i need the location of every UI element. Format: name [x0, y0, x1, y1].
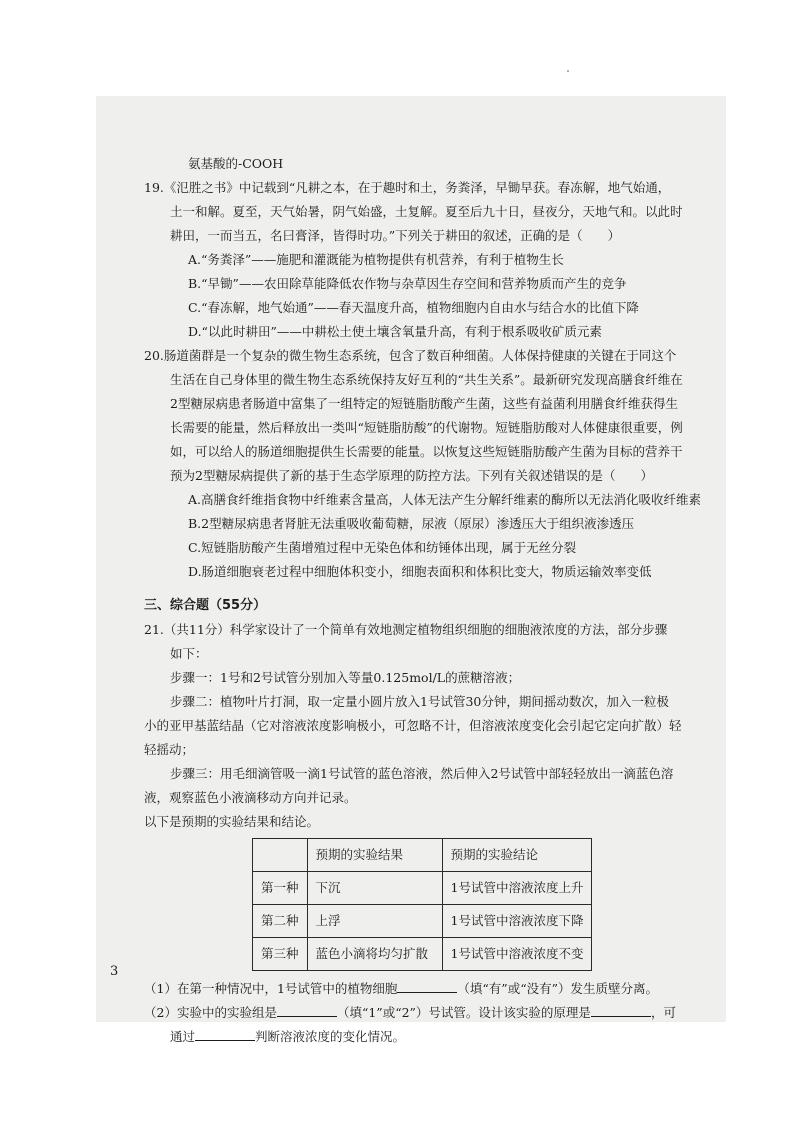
table-cell: 1号试管中溶液浓度下降 — [442, 905, 592, 938]
table-cell: 1号试管中溶液浓度不变 — [442, 938, 592, 971]
table-row — [253, 938, 592, 971]
answer-blank — [195, 1028, 255, 1041]
speck — [567, 70, 569, 72]
text-line: 氨基酸的-COOH — [188, 156, 284, 171]
step-1: 步骤一：1号和2号试管分别加入等量0.125mol/L的蔗糖溶液； — [170, 670, 521, 685]
text-line: 小的亚甲基蓝结晶（它对溶液浓度影响极小，可忽略不计，但溶液浓度变化会引起它定向扩散）轻 — [144, 718, 682, 733]
option-c: C.“春冻解，地气始通”——春天温度升高，植物细胞内自由水与结合水的比值下降 — [188, 300, 639, 315]
sub-question-2 — [144, 1001, 696, 1025]
text-line: 耕田，一而当五，名曰膏泽，皆得时功。”下列关于耕田的叙述，正确的是（ ） — [170, 228, 621, 243]
sub-question-text: ，可 — [650, 1005, 676, 1020]
option-a: A.高膳食纤维指食物中纤维素含量高，人体无法产生分解纤维素的酶所以无法消化吸收纤维素 — [188, 492, 702, 507]
sub-question-text: （2）实验中的实验组是 — [144, 1005, 277, 1020]
question-19: 19.《氾胜之书》中记载到“凡耕之本，在于趣时和土，务粪泽，早锄早获。春冻解，地气始通， — [144, 180, 671, 195]
sub-question-text: 判断溶液浓度的变化情况。 — [255, 1029, 406, 1044]
sub-question-2-cont — [144, 1025, 696, 1049]
table-cell: 上浮 — [307, 905, 442, 938]
answer-blank — [591, 1004, 651, 1017]
step-3: 步骤三：用毛细滴管吸一滴1号试管的蓝色溶液，然后伸入2号试管中部轻轻放出一滴蓝色溶 — [170, 766, 674, 781]
table-row — [253, 905, 592, 938]
section-title: 三、综合题（55分） — [144, 598, 267, 613]
text-line: 生活在自己身体里的微生物生态系统保持友好互利的“共生关系”。最新研究发现高膳食纤维在 — [170, 372, 683, 387]
sub-question-text: 通过 — [170, 1029, 196, 1044]
option-d: D.“以此时耕田”——中耕松土使土壤含氧量升高，有利于根系吸收矿质元素 — [188, 324, 602, 339]
table-row — [253, 872, 592, 905]
option-b: B.“早锄”——农田除草能降低农作物与杂草因生存空间和营养物质而产生的竞争 — [188, 276, 627, 291]
table-intro: 以下是预期的实验结果和结论。 — [144, 814, 320, 829]
text-line: 轻摇动； — [144, 742, 195, 757]
answer-blank — [277, 1004, 337, 1017]
text-line: 如下： — [170, 646, 208, 661]
sub-question-text: （1）在第一种情况中，1号试管中的植物细胞 — [144, 981, 398, 996]
option-c: C.短链脂肪酸产生菌增殖过程中无染色体和纺锤体出现，属于无丝分裂 — [188, 540, 577, 555]
sub-question-text: （填“有”或“没有”）发生质壁分离。 — [457, 981, 658, 996]
option-b: B.2型糖尿病患者肾脏无法重吸收葡萄糖，尿液（原尿）渗透压大于组织液渗透压 — [188, 516, 635, 531]
table-cell: 蓝色小滴将均匀扩散 — [307, 938, 442, 971]
table-header-row — [253, 839, 592, 872]
option-d: D.肠道细胞衰老过程中细胞体积变小，细胞表面积和体积比变大，物质运输效率变低 — [188, 564, 652, 579]
table-cell: 第三种 — [253, 938, 308, 971]
table-cell: 第一种 — [253, 872, 308, 905]
exam-page — [96, 96, 726, 1044]
question-21: 21.（共11分）科学家设计了一个简单有效地测定植物组织细胞的细胞液浓度的方法，部分步骤 — [144, 622, 668, 637]
results-table — [252, 838, 592, 971]
option-a: A.“务粪泽”——施肥和灌溉能为植物提供有机营养，有利于植物生长 — [188, 252, 564, 267]
sub-question-1 — [144, 977, 696, 1001]
text-line: 2型糖尿病患者肠道中富集了一组特定的短链脂肪酸产生菌，这些有益菌利用膳食纤维获得生 — [170, 396, 678, 411]
text-line: 液，观察蓝色小液滴移动方向并记录。 — [144, 790, 357, 805]
table-cell: 预期的实验结果 — [307, 839, 442, 872]
sub-question-text: （填“1”或“2”）号试管。设计该实验的原理是 — [336, 1005, 591, 1020]
step-2: 步骤二：植物叶片打洞，取一定量小圆片放入1号试管30分钟，期间摇动数次，加入一粒极 — [170, 694, 669, 709]
table-cell: 1号试管中溶液浓度上升 — [442, 872, 592, 905]
page-number: 3 — [110, 964, 119, 979]
text-line: 预为2型糖尿病提供了新的基于生态学原理的防控方法。下列有关叙述错误的是（ ） — [170, 468, 653, 483]
question-20: 20.肠道菌群是一个复杂的微生物生态系统，包含了数百种细菌。人体保持健康的关键在于同这个 — [144, 348, 677, 363]
text-line: 长需要的能量，然后释放出一类叫“短链脂肪酸”的代谢物。短链脂肪酸对人体健康很重要，例 — [170, 420, 683, 435]
text-line: 如，可以给人的肠道细胞提供生长需要的能量。以恢复这些短链脂肪酸产生菌为目标的营养干 — [170, 444, 683, 459]
table-cell: 下沉 — [307, 872, 442, 905]
text-line: 土一和解。夏至，天气始暑，阴气始盛，土复解。夏至后九十日，昼夜分，天地气和。以此时 — [170, 204, 683, 219]
table-cell — [253, 839, 308, 872]
answer-blank — [397, 980, 457, 993]
table-cell: 预期的实验结论 — [442, 839, 592, 872]
table-cell: 第二种 — [253, 905, 308, 938]
